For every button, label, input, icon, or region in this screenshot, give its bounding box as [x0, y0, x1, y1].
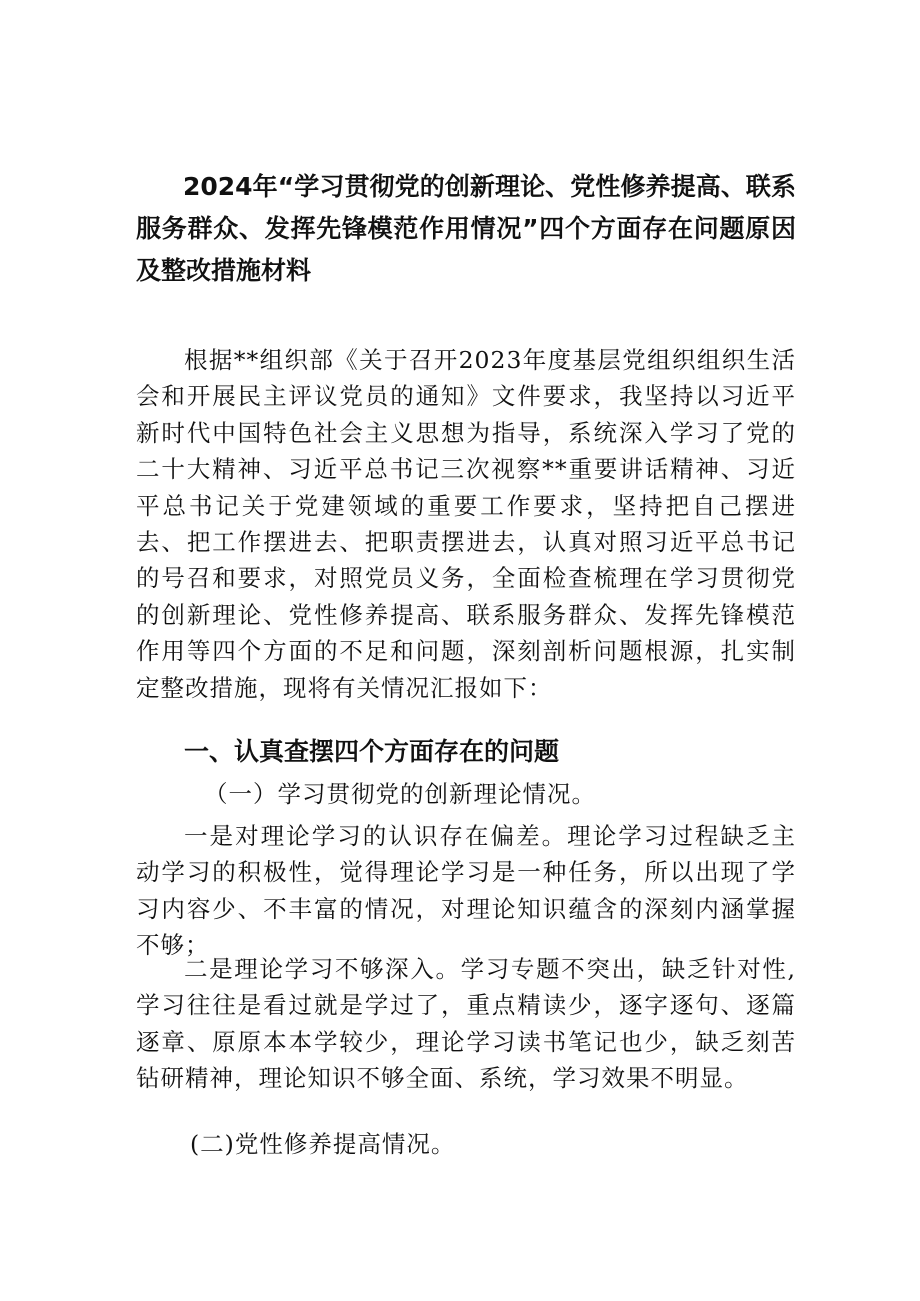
- subsection-heading-1: （一）学习贯彻党的创新理论情况。: [204, 780, 596, 808]
- document-title: 2024年“学习贯彻党的创新理论、党性修养提高、联系服务群众、发挥先锋模范作用情况”四个方面存在问题原因及整改措施材料: [136, 172, 796, 285]
- body-paragraph-2: 二是理论学习不够深入。学习专题不突出，缺乏针对性,学习往往是看过就是学过了，重点精读少，逐字逐句、逐篇逐章、原原本本学较少，理论学习读书笔记也少，缺乏刻苦钻研精神，理论知识不够全面、系统，学习效果不明显。: [136, 955, 796, 1093]
- intro-paragraph: 根据**组织部《关于召开2023年度基层党组织组织生活会和开展民主评议党员的通知》文件要求，我坚持以习近平新时代中国特色社会主义思想为指导，系统深入学习了党的二十大精神、习近平总书记三次视察**重要讲话精神、习近平总书记关于党建领域的重要工作要求，坚持把自己摆进去、把工作摆进去、把职责摆进去，认真对照习近平总书记的号召和要求，对照党员义务，全面检查梳理在学习贯彻党的创新理论、党性修养提高、联系服务群众、发挥先锋模范作用等四个方面的不足和问题，深刻剖析问题根源，扎实制定整改措施，现将有关情况汇报如下：: [136, 346, 796, 702]
- section-heading-1: 一、认真查摆四个方面存在的问题: [184, 737, 560, 766]
- body-paragraph-1: 一是对理论学习的认识存在偏差。理论学习过程缺乏主动学习的积极性，觉得理论学习是一种任务，所以出现了学习内容少、不丰富的情况，对理论知识蕴含的深刻内涵掌握不够；: [136, 822, 796, 960]
- subsection-heading-2: (二)党性修养提高情况。: [190, 1130, 456, 1158]
